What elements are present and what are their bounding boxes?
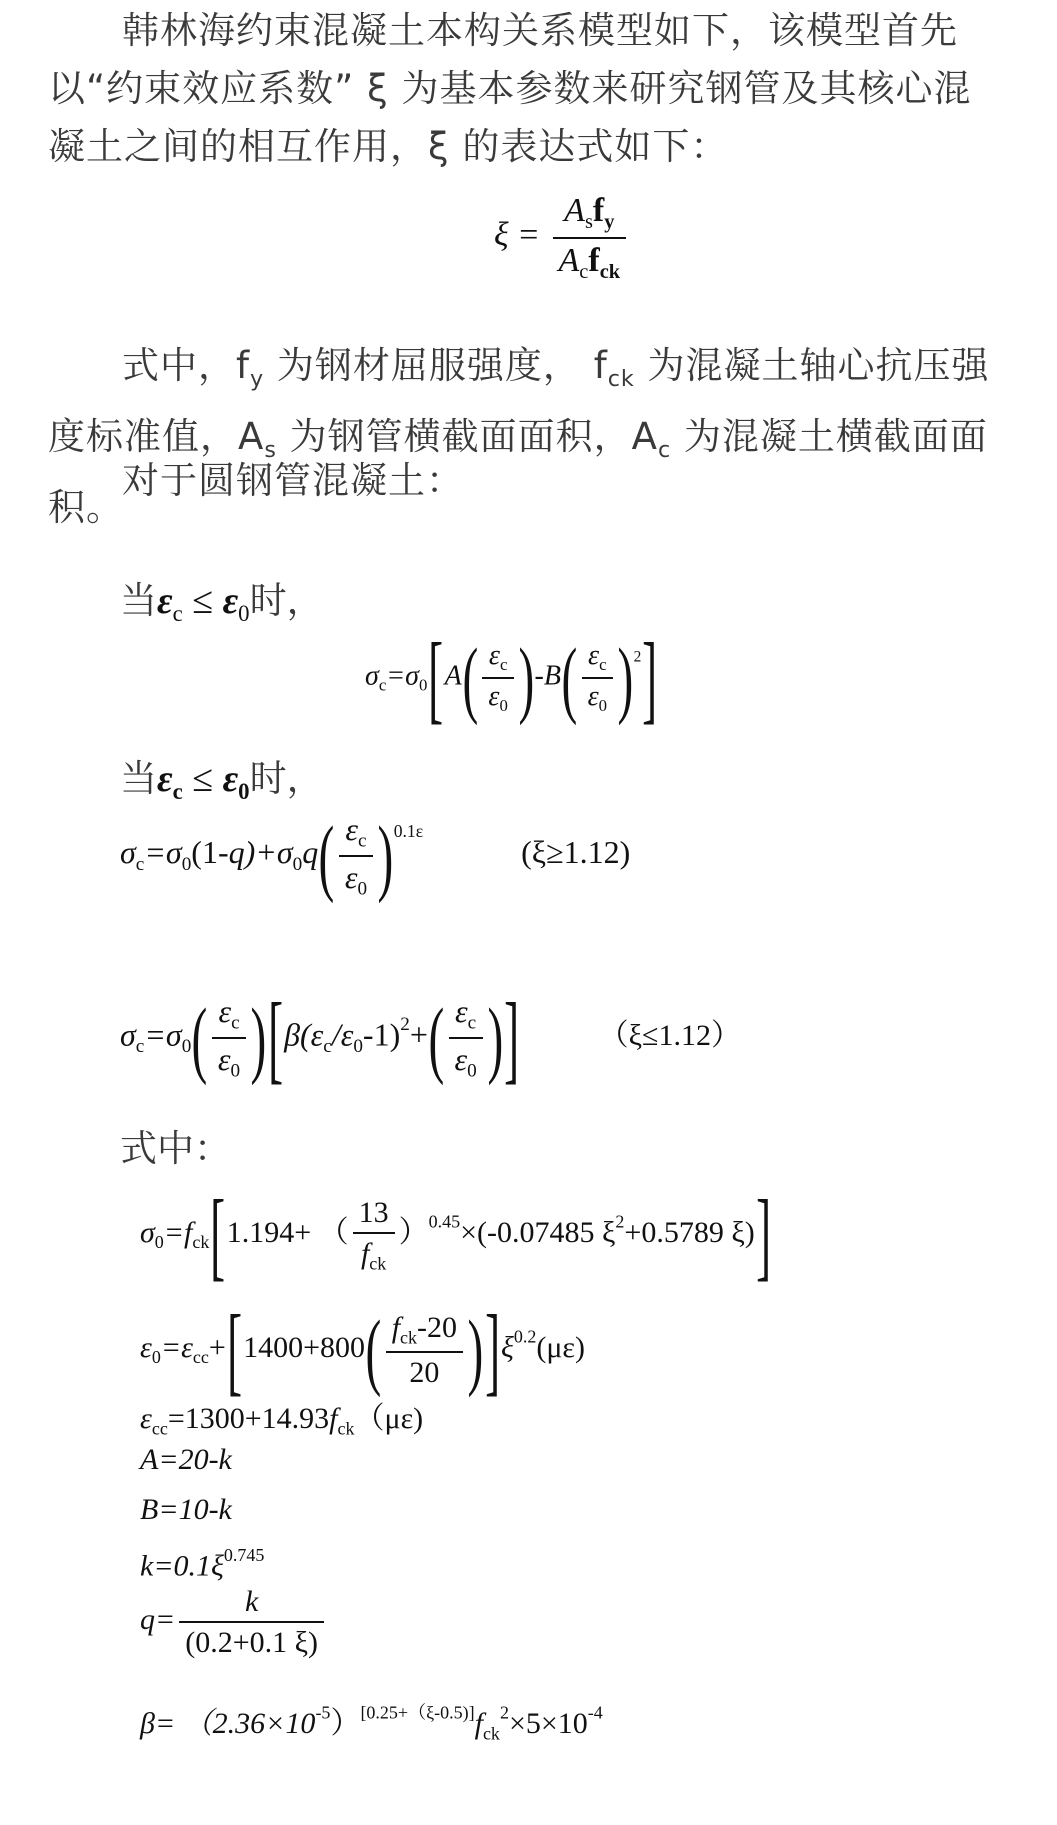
eq1-f1-c: c	[499, 654, 508, 674]
eq3-f2-eps: ε	[455, 993, 468, 1030]
beta-exp2: [0.25+（ξ-0.5)]	[360, 1702, 475, 1723]
cond2-eps0: ε	[222, 758, 239, 800]
e0-eps: ε	[140, 1330, 152, 1364]
s0-den-ck: ck	[369, 1253, 387, 1274]
xi-den-c: c	[579, 260, 589, 283]
eq1-bracket-open: [	[428, 622, 444, 733]
def-fy-prefix: 式中，f	[122, 344, 251, 387]
beta-equation	[140, 1698, 603, 1744]
eq1-f2-c: c	[599, 654, 607, 674]
xi-fraction	[553, 192, 627, 283]
eq2-f-0: 0	[357, 878, 368, 900]
beta-exp1: -5	[315, 1702, 331, 1723]
eq2-0: 0	[181, 853, 192, 875]
eq2-q: q	[228, 834, 245, 871]
xi-num-s: s	[584, 211, 593, 234]
beta-f: f	[474, 1707, 483, 1740]
cond1-le: ≤	[192, 580, 214, 622]
s0-den-f: f	[360, 1236, 370, 1270]
eq3-paren2-open: (	[428, 990, 445, 1086]
e0-num-f: f	[391, 1310, 401, 1344]
stress-equation-2	[120, 807, 631, 904]
xi-lhs: ξ =	[494, 216, 541, 254]
e0-bracket-close: ]	[484, 1294, 500, 1405]
ecc-cc: cc	[151, 1418, 168, 1439]
eq2-0b: 0	[292, 853, 303, 875]
beta-sq: 2	[499, 1702, 509, 1723]
eq2-f-c: c	[358, 830, 367, 852]
xi-den-A: A	[558, 241, 580, 279]
eq3-paren-open: (	[191, 990, 208, 1086]
xi-den-f: f	[588, 241, 600, 279]
eq3-rest: -1)	[362, 1016, 401, 1053]
eq1-f1-0: 0	[499, 695, 508, 715]
eq1-paren-close: )	[518, 630, 535, 726]
k-eq: k=0.1ξ	[140, 1549, 224, 1583]
beta-lhs: β= （2.36×10	[140, 1707, 316, 1740]
s0-bracket-close: ]	[755, 1179, 771, 1290]
eq1-eq-sigma: =σ	[386, 660, 419, 692]
eq3-f2-c: c	[467, 1012, 477, 1034]
s0-0: 0	[154, 1232, 164, 1253]
e0-unit: (με)	[536, 1330, 586, 1364]
intro-paragraph: 韩林海约束混凝土本构关系模型如下，该模型首先以“约束效应系数” ξ 为基本参数来研究钢管及其核心混凝土之间的相互作用，ξ 的表达式如下：	[48, 9, 972, 168]
condition-2	[120, 748, 324, 805]
e0-a: 1400+800	[243, 1330, 366, 1364]
eq3-eq-sigma: =σ	[144, 1016, 182, 1053]
B-equation: B=10-k	[140, 1493, 232, 1526]
cond2-suffix: 时，	[249, 757, 324, 800]
eq3-bracket-open: [	[267, 982, 283, 1093]
eq3-sigma: σ	[120, 1016, 136, 1053]
eq3-c: c	[135, 1036, 145, 1058]
def-as-sub: s	[264, 436, 277, 463]
eq3-f-c: c	[231, 1012, 240, 1034]
e0-paren-open: (	[365, 1302, 382, 1398]
eq1-paren-open: (	[462, 630, 478, 726]
k-equation	[140, 1545, 264, 1583]
eq1-f1-eps0: ε	[488, 681, 500, 712]
xi-num-f: f	[592, 192, 605, 229]
s0-b: ）	[398, 1215, 429, 1249]
eq3-sub-0: 0	[353, 1036, 363, 1058]
eq1-paren2-open: (	[561, 630, 578, 726]
s0-d: +0.5789 ξ)	[624, 1215, 755, 1249]
k-exp: 0.745	[223, 1545, 265, 1565]
eq1-square: 2	[633, 648, 642, 666]
s0-num: 13	[353, 1196, 395, 1234]
ecc-eps: ε	[140, 1402, 152, 1435]
eq2-f-eps0: ε	[344, 858, 358, 895]
ecc-rhs: =1300+14.93	[167, 1402, 330, 1435]
def-ac-suffix: 为混凝土横截面面积。	[48, 414, 988, 529]
eq1-0: 0	[418, 675, 428, 695]
eq2-eq-sigma: =σ	[144, 834, 182, 871]
eq3-f-eps: ε	[218, 993, 232, 1030]
eq3-f-eps0: ε	[217, 1041, 231, 1077]
eq1-f2-eps: ε	[588, 639, 600, 671]
eq3-0: 0	[181, 1036, 192, 1058]
cond1-eps: ε	[157, 580, 173, 622]
eq2-condition: (ξ≥1.12)	[521, 834, 631, 871]
beta-ck: ck	[482, 1723, 500, 1744]
e0-den: 20	[409, 1356, 440, 1390]
cond1-eps0: ε	[222, 580, 239, 622]
eq3-paren-close: )	[250, 990, 267, 1086]
eq3-div: /ε	[331, 1016, 354, 1053]
eq1-sigma: σ	[365, 660, 379, 692]
e0-0: 0	[151, 1347, 161, 1368]
e0-eq-eps: =ε	[160, 1330, 193, 1364]
s0-sq: 2	[615, 1211, 625, 1232]
e0-exp: 0.2	[513, 1326, 537, 1347]
eq2-paren: (1-	[191, 834, 229, 871]
ecc-ck: ck	[337, 1418, 355, 1439]
formula-note: 式中：	[120, 1127, 231, 1170]
def-ac-prefix: 为钢管横截面面积，A	[276, 414, 658, 458]
eq1-paren2-close: )	[617, 630, 634, 726]
eq2-paren-close: )	[377, 807, 394, 904]
eq3-f-0: 0	[230, 1060, 241, 1082]
q-num: k	[179, 1585, 324, 1623]
s0-c: ×(-0.07485 ξ	[460, 1215, 616, 1249]
beta-exp3: -4	[587, 1702, 603, 1723]
cond1-when: 当	[120, 579, 157, 622]
eq2-q2: q	[302, 834, 319, 871]
eq3-condition: （ξ≤1.12）	[598, 1019, 741, 1053]
sigma0-equation	[140, 1179, 772, 1290]
stress-equation-1	[365, 622, 659, 733]
xi-num-A: A	[564, 192, 585, 229]
eq3-sub-c: c	[323, 1036, 332, 1058]
eq3-paren2-close: )	[487, 990, 503, 1086]
A-equation: A=20-k	[140, 1443, 232, 1476]
cond1-c: c	[172, 600, 183, 626]
eq2-sigma: σ	[120, 834, 136, 871]
cond2-when: 当	[120, 757, 157, 800]
e0-xi: ξ	[500, 1330, 514, 1364]
def-fck-prefix: 为钢材屈服强度， f	[264, 344, 608, 387]
eq2-c: c	[135, 853, 145, 875]
e0-bracket-open: [	[226, 1294, 242, 1405]
s0-eq-f: =f	[163, 1215, 193, 1249]
def-ac-sub: c	[657, 436, 672, 463]
condition-1	[120, 570, 324, 627]
eq2-close-sigma: )+σ	[244, 834, 293, 871]
eq3-bracket-close: ]	[504, 982, 520, 1093]
e0-paren-close: )	[467, 1302, 484, 1398]
e0-num-ck: ck	[400, 1327, 418, 1348]
s0-exp: 0.45	[428, 1211, 461, 1232]
q-den: (0.2+0.1 ξ)	[185, 1626, 319, 1659]
eq2-exponent: 0.1ε	[393, 820, 424, 841]
eq3-plus: +	[409, 1016, 428, 1053]
eq1-f2-0: 0	[598, 695, 608, 715]
eq2-paren-open: (	[318, 807, 335, 904]
cond1-suffix: 时，	[249, 579, 324, 622]
xi-equation	[494, 192, 630, 283]
s0-ck: ck	[192, 1232, 210, 1253]
def-fck-sub: ck	[607, 365, 635, 392]
s0-a: 1.194+ （	[226, 1215, 349, 1249]
eq1-c: c	[378, 675, 387, 695]
epsilon-cc-equation	[140, 1393, 423, 1439]
beta-rest: ×5×10	[508, 1707, 588, 1740]
epsilon0-equation	[140, 1294, 586, 1405]
eq1-bracket-close: ]	[642, 622, 658, 733]
s0-bracket-open: [	[210, 1179, 226, 1290]
e0-num-rest: -20	[417, 1310, 458, 1344]
cond1-0: 0	[238, 600, 250, 626]
cond2-0: 0	[238, 778, 250, 804]
stress-equation-3	[120, 982, 741, 1093]
eq2-f-eps: ε	[345, 811, 358, 847]
q-lhs: q=	[140, 1602, 176, 1636]
ecc-f: f	[329, 1402, 338, 1435]
s0-sigma: σ	[140, 1215, 155, 1249]
circular-tube-heading: 对于圆钢管混凝土：	[122, 459, 464, 502]
eq3-beta: β(ε	[284, 1016, 324, 1053]
xi-den-ck: ck	[599, 260, 621, 283]
eq3-square: 2	[400, 1013, 410, 1035]
beta-mid: ）	[330, 1707, 361, 1740]
cond2-c: c	[172, 778, 183, 804]
q-equation	[140, 1585, 328, 1659]
xi-num-y: y	[604, 211, 615, 234]
eq3-f2-eps0: ε	[454, 1041, 468, 1077]
eq1-f1-eps: ε	[488, 639, 500, 671]
eq1-A: A	[444, 660, 462, 692]
ecc-unit: （με)	[354, 1402, 424, 1435]
def-as-prefix: 为混凝土轴心抗压强度标准值，A	[48, 344, 990, 458]
eq1-f2-eps0: ε	[587, 681, 599, 712]
e0-cc: cc	[192, 1347, 209, 1368]
eq1-B: -B	[534, 660, 561, 692]
e0-plus: +	[208, 1330, 226, 1364]
cond2-eps: ε	[157, 758, 173, 800]
def-fy-sub: y	[250, 365, 265, 392]
eq3-f2-0: 0	[467, 1060, 477, 1082]
cond2-le: ≤	[192, 758, 214, 800]
